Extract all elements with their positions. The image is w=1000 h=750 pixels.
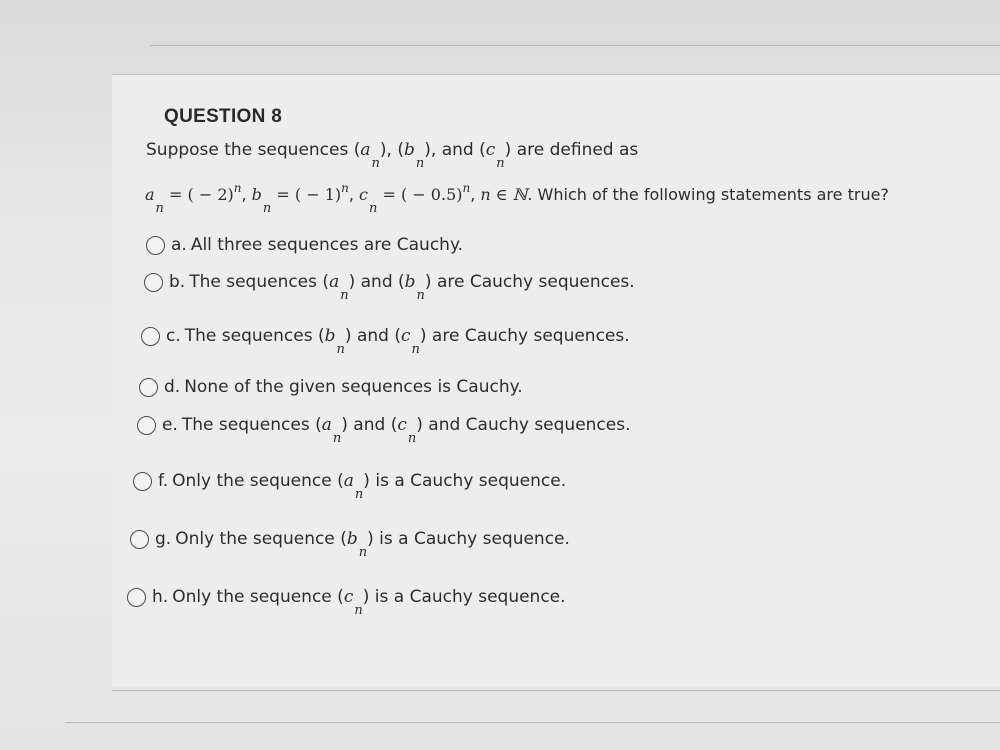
option-text-post: and Cauchy sequences.: [428, 415, 631, 435]
option-text-mid: and: [360, 272, 393, 292]
radio-h[interactable]: [127, 588, 146, 607]
def-a: $a_n$ = ( − 2)$^n$,: [145, 181, 247, 216]
option-letter: c.: [166, 326, 181, 346]
seq-c-ref: $(c_n)$: [394, 326, 427, 357]
seq-b-ref: $(b_n)$: [398, 272, 432, 303]
intro-text-end: are defined as: [516, 140, 639, 160]
radio-c[interactable]: [141, 327, 160, 346]
option-text-post: are Cauchy sequences.: [436, 272, 635, 292]
option-letter: g.: [155, 529, 172, 549]
option-text-pre: The sequences: [181, 415, 310, 435]
intro-text: Suppose the sequences: [146, 140, 349, 160]
option-text-post: is a Cauchy sequence.: [375, 471, 567, 491]
question-number: QUESTION 8: [164, 106, 283, 127]
option-text-pre: The sequences: [184, 326, 313, 346]
option-e[interactable]: [137, 415, 631, 446]
option-text-pre: Only the sequence: [172, 471, 332, 491]
option-text-pre: Only the sequence: [175, 529, 335, 549]
option-h[interactable]: [127, 587, 566, 618]
seq-c-ref: $(c_n)$: [479, 140, 512, 171]
bottom-divider-2: [65, 722, 1000, 723]
radio-b[interactable]: [144, 273, 163, 292]
option-text-post: is a Cauchy sequence.: [379, 529, 570, 549]
def-c: $c_n$ = ( − 0.5)$^n$,: [359, 181, 476, 216]
option-text: All three sequences are Cauchy.: [190, 235, 463, 255]
seq-b-ref: $(b_n)$, and: [397, 140, 474, 171]
question-intro: [146, 140, 639, 171]
option-f[interactable]: [133, 471, 567, 502]
option-letter: d.: [164, 377, 181, 397]
option-text-mid: and: [353, 415, 386, 435]
option-text-mid: and: [356, 326, 389, 346]
radio-d[interactable]: [139, 378, 158, 397]
option-text-pre: The sequences: [189, 272, 318, 292]
question-prompt: Which of the following statements are true?: [537, 185, 889, 204]
sequence-definitions: [145, 181, 889, 216]
option-letter: f.: [158, 471, 169, 491]
radio-f[interactable]: [133, 472, 152, 491]
radio-a[interactable]: [146, 236, 165, 255]
option-letter: a.: [171, 235, 187, 255]
option-text-post: are Cauchy sequences.: [431, 326, 630, 346]
radio-e[interactable]: [137, 416, 156, 435]
option-a[interactable]: [146, 235, 463, 255]
option-letter: h.: [152, 587, 169, 607]
n-in-naturals: n ∈ ℕ.: [480, 185, 533, 204]
seq-a-ref: $(a_n)$: [322, 272, 356, 303]
seq-b-ref: $(b_n)$: [317, 326, 352, 357]
option-b[interactable]: [144, 272, 635, 303]
option-text-post: is a Cauchy sequence.: [374, 587, 566, 607]
top-divider: [150, 45, 1000, 46]
option-text: None of the given sequences is Cauchy.: [184, 377, 523, 397]
seq-c-ref: $(c_n)$: [337, 587, 370, 618]
option-c[interactable]: [141, 326, 630, 357]
option-letter: b.: [169, 272, 186, 292]
seq-a-ref: $(a_n)$: [315, 415, 348, 446]
seq-a-ref: $(a_n)$,: [353, 140, 392, 171]
def-b: $b_n$ = ( − 1)$^n$,: [251, 181, 354, 216]
radio-g[interactable]: [130, 530, 149, 549]
option-g[interactable]: [130, 529, 570, 560]
seq-b-ref: $(b_n)$: [340, 529, 374, 560]
option-d[interactable]: [139, 377, 523, 397]
option-letter: e.: [162, 415, 178, 435]
seq-c-ref: $(c_n)$: [390, 415, 423, 446]
bottom-divider: [112, 690, 1000, 691]
option-text-pre: Only the sequence: [172, 587, 332, 607]
seq-a-ref: $(a_n)$: [337, 471, 370, 502]
